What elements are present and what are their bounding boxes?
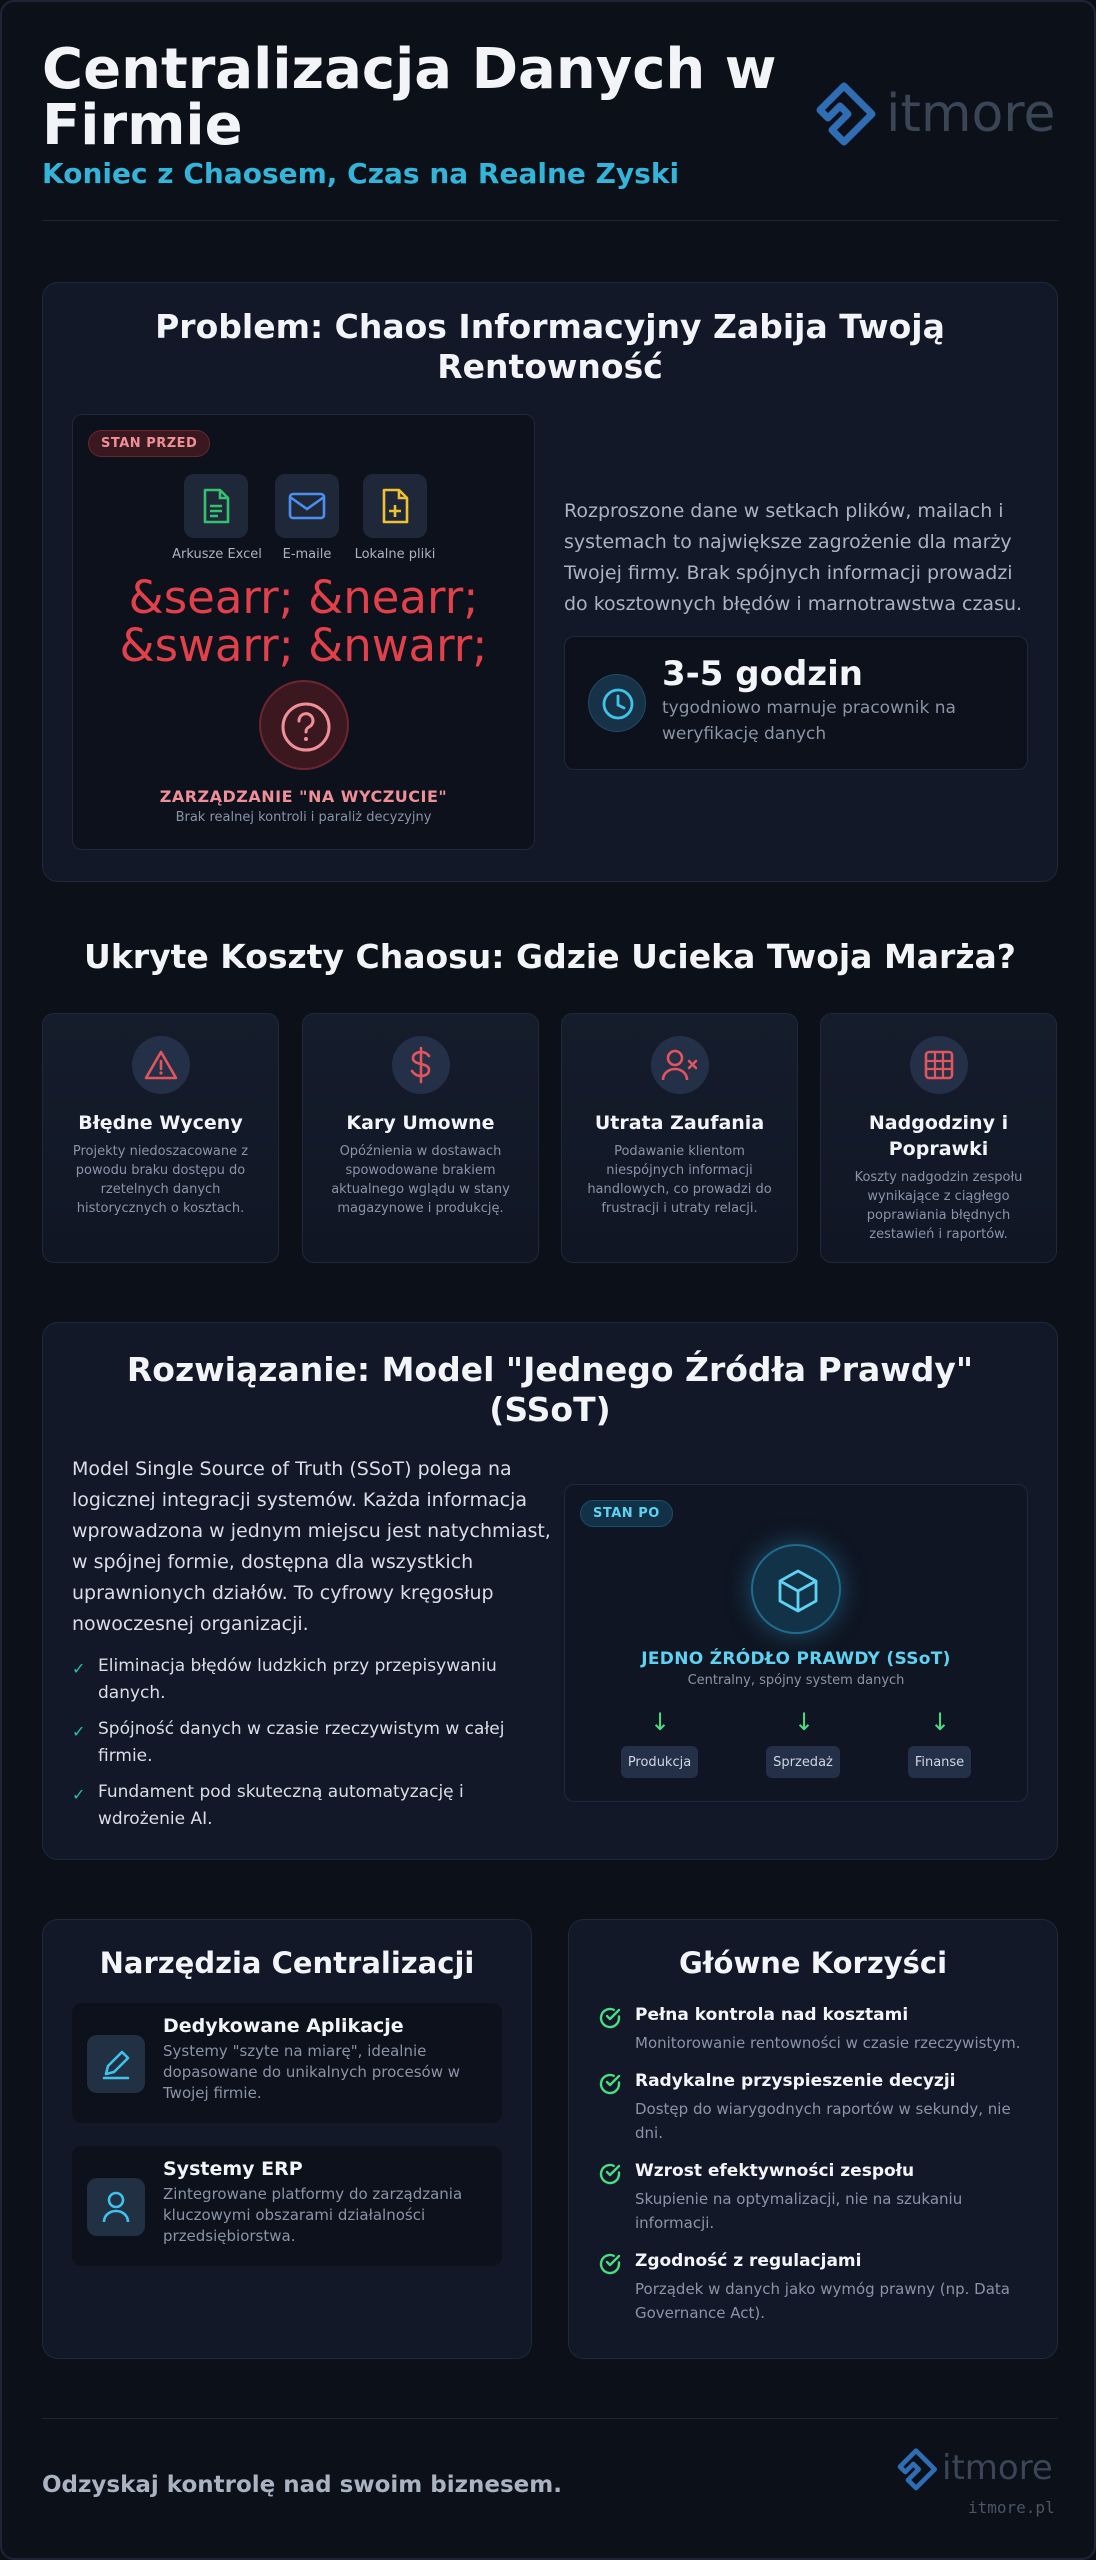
cost-title-line1: Nadgodziny i — [868, 1112, 1009, 1134]
solution-check-line: Eliminacja błędów ludzkich przy przepisywaniu — [98, 1656, 497, 1676]
cost-desc-line: poprawiania błędnych — [866, 1208, 1011, 1223]
question-icon — [279, 700, 333, 754]
solution-check-text — [72, 1716, 532, 1770]
solution-check-line: Fundament pod skuteczną automatyzację i — [98, 1782, 464, 1802]
ssot-desc: Centralny, spójny system danych — [687, 1673, 905, 1688]
footer-logo — [894, 2448, 1064, 2492]
solution-check-line: danych. — [98, 1683, 166, 1703]
logo-mark-icon — [812, 82, 876, 148]
question-circle — [259, 680, 349, 770]
solution-intro-line: uprawnionych działów. To cyfrowy kręgosłup — [72, 1582, 494, 1604]
chaos-arrows-line1: &searr; &nearr; — [128, 571, 479, 624]
footer-tagline: Odzyskaj kontrolę nad swoim biznesem. — [42, 2472, 562, 2498]
header-logo — [812, 82, 1056, 148]
department-chip-sales: Sprzedaż — [766, 1746, 840, 1778]
problem-title-line2: Rentowność — [437, 347, 663, 386]
footer-logo-text: itmore — [942, 2448, 1053, 2488]
solution-check-line: wdrożenie AI. — [98, 1809, 213, 1829]
check-icon: ✓ — [72, 1785, 86, 1804]
stat-desc-line1: tygodniowo marnuje pracownik na — [662, 698, 956, 718]
costs-title: Ukryte Koszty Chaosu: Gdzie Ucieka Twoja Marża? — [84, 937, 1016, 976]
solution-check-item — [72, 1716, 532, 1770]
management-title: ZARZĄDZANIE "NA WYCZUCIE" — [159, 787, 448, 806]
logo-text: itmore — [886, 84, 1056, 144]
solution-intro — [72, 1454, 552, 1640]
tool-desc-line: przedsiębiorstwa. — [163, 2227, 296, 2245]
check-circle-icon — [597, 2161, 623, 2187]
cost-card-overtime — [820, 1013, 1057, 1263]
cost-desc-line: Koszty nadgodzin zespołu — [854, 1170, 1023, 1185]
solution-intro-line: w spójnej formie, dostępna dla wszystkich — [72, 1551, 474, 1573]
solution-check-text — [72, 1779, 532, 1833]
cost-desc-line: wynikające z ciągłego — [867, 1189, 1010, 1204]
source-label-email: E-maile — [282, 547, 332, 562]
cost-title-line2: Poprawki — [888, 1138, 989, 1160]
tool-desc-line: kluczowymi obszarami działalności — [163, 2206, 426, 2224]
tool-desc-line: Systemy "szyte na miarę", idealnie — [163, 2042, 427, 2060]
department-chip-finance: Finanse — [908, 1746, 971, 1778]
benefit-desc — [635, 2187, 1035, 2235]
cost-desc-line: Podawanie klientom — [614, 1144, 745, 1159]
benefit-desc — [635, 2277, 1035, 2325]
solution-check-item — [72, 1653, 532, 1707]
cost-desc-line: frustracji i utraty relacji. — [601, 1201, 758, 1216]
footer-url[interactable]: itmore.pl — [968, 2498, 1055, 2517]
cost-desc-line: magazynowe i produkcję. — [337, 1201, 504, 1216]
warning-icon — [132, 1036, 190, 1094]
solution-intro-line: nowoczesnej organizacji. — [72, 1613, 309, 1635]
tool-desc-line: Twojej firmie. — [163, 2084, 262, 2102]
footer-divider — [42, 2418, 1058, 2419]
tool-title: Systemy ERP — [163, 2158, 303, 2180]
benefit-desc-line: Governance Act). — [635, 2304, 766, 2322]
chaos-arrows-text — [72, 571, 535, 672]
cost-desc-line: zestawień i raportów. — [869, 1227, 1008, 1242]
page-subtitle: Koniec z Chaosem, Czas na Realne Zyski — [42, 157, 680, 190]
check-circle-icon — [597, 2005, 623, 2031]
clock-circle — [588, 674, 646, 732]
tool-desc — [163, 2041, 488, 2104]
cost-desc — [839, 1168, 1038, 1244]
cost-desc-line: aktualnego wglądu w stany — [331, 1182, 510, 1197]
cost-desc-line: Projekty niedoszacowane z — [72, 1144, 249, 1159]
user-x-icon — [651, 1036, 709, 1094]
cost-desc-line: niespójnych informacji — [606, 1163, 753, 1178]
solution-check-item — [72, 1779, 532, 1833]
cost-card-trust — [561, 1013, 798, 1263]
cube-icon — [774, 1567, 822, 1615]
benefit-title: Zgodność z regulacjami — [635, 2251, 862, 2271]
problem-description: Rozproszone dane w setkach plików, mailach i systemach to największe zagrożenie dla marży Twojej firmy. Brak spójnych informacji prowadzi do kosztownych błędów i marnotrawstwa czasu. — [564, 500, 1023, 615]
department-chip-production: Produkcja — [621, 1746, 698, 1778]
dollar-icon — [392, 1036, 450, 1094]
cost-desc — [61, 1142, 260, 1218]
tool-desc-line: dopasowane do unikalnych procesów w — [163, 2063, 461, 2081]
tool-item-custom-apps — [72, 2003, 502, 2123]
benefit-desc-line: dni. — [635, 2124, 663, 2142]
solution-intro-line: Model Single Source of Truth (SSoT) polega na — [72, 1458, 512, 1480]
arrow-down-icon: ↓ — [794, 1708, 815, 1736]
problem-title-line1: Problem: Chaos Informacyjny Zabija Twoją — [155, 307, 945, 346]
benefit-title: Radykalne przyspieszenie decyzji — [635, 2071, 956, 2091]
tools-title: Narzędzia Centralizacji — [99, 1946, 475, 1980]
solution-title-line2: (SSoT) — [489, 1390, 611, 1429]
benefits-title: Główne Korzyści — [678, 1946, 948, 1980]
check-icon: ✓ — [72, 1659, 86, 1678]
solution-title-line1: Rozwiązanie: Model "Jednego Źródła Prawdy" — [126, 1350, 974, 1389]
page-title — [42, 37, 777, 158]
benefit-desc-line: Skupienie na optymalizacji, nie na szukaniu — [635, 2190, 963, 2208]
excel-file-icon — [184, 474, 248, 538]
solution-check-line: firmie. — [98, 1746, 153, 1766]
ssot-circle — [751, 1544, 841, 1634]
check-circle-icon — [597, 2251, 623, 2277]
page-title-line2: Firmie — [42, 93, 243, 158]
clock-icon — [601, 687, 635, 721]
tool-desc-line: Zintegrowane platformy do zarządzania — [163, 2185, 463, 2203]
cost-desc — [580, 1142, 779, 1218]
benefit-desc-line: informacji. — [635, 2214, 715, 2232]
stat-value: 3-5 godzin — [662, 654, 863, 694]
pencil-icon — [87, 2035, 145, 2093]
user-icon — [87, 2178, 145, 2236]
grid-table-icon — [910, 1036, 968, 1094]
cost-title: Kary Umowne — [346, 1112, 495, 1134]
cost-title: Błędne Wyceny — [78, 1112, 243, 1134]
check-circle-icon — [597, 2071, 623, 2097]
solution-intro-line: logicznej integracji systemów. Każda informacja — [72, 1489, 528, 1511]
tools-card — [42, 1919, 532, 2359]
benefit-desc-line: Porządek w danych jako wymóg prawny (np. Data — [635, 2280, 1010, 2298]
solution-check-text — [72, 1653, 532, 1707]
cost-desc-line: powodu braku dostępu do — [75, 1163, 246, 1178]
header-divider — [42, 220, 1058, 221]
page-title-line1: Centralizacja Danych w — [42, 37, 777, 102]
benefit-desc-line: Monitorowanie rentowności w czasie rzeczywistym. — [635, 2034, 1021, 2052]
state-before-badge: STAN PRZED — [88, 430, 210, 457]
benefit-title: Pełna kontrola nad kosztami — [635, 2005, 909, 2025]
tool-title: Dedykowane Aplikacje — [163, 2015, 404, 2037]
management-desc: Brak realnej kontroli i paraliż decyzyjny — [175, 810, 432, 825]
local-file-icon — [363, 474, 427, 538]
tool-desc — [163, 2184, 488, 2247]
cost-desc-line: Opóźnienia w dostawach — [339, 1144, 502, 1159]
ssot-title: JEDNO ŹRÓDŁO PRAWDY (SSoT) — [641, 1649, 951, 1669]
check-icon: ✓ — [72, 1722, 86, 1741]
stat-desc-line2: weryfikację danych — [662, 724, 827, 744]
cost-desc-line: spowodowane brakiem — [345, 1163, 496, 1178]
logo-mark-icon — [894, 2448, 938, 2492]
source-label-excel: Arkusze Excel — [172, 547, 262, 562]
problem-title — [42, 307, 1058, 387]
solution-intro-line: wprowadzona w jednym miejscu jest natychmiast, — [72, 1520, 551, 1542]
cost-desc-line: historycznych o kosztach. — [76, 1201, 245, 1216]
benefit-title: Wzrost efektywności zespołu — [635, 2161, 915, 2181]
solution-check-line: Spójność danych w czasie rzeczywistym w całej — [98, 1719, 505, 1739]
benefit-desc — [635, 2097, 1035, 2145]
cost-desc — [321, 1142, 520, 1218]
cost-card-wrong-quotes — [42, 1013, 279, 1263]
stat-desc — [662, 695, 956, 747]
cost-title: Utrata Zaufania — [594, 1112, 765, 1134]
benefit-desc — [635, 2031, 1035, 2055]
state-after-badge: STAN PO — [580, 1500, 673, 1527]
source-label-local: Lokalne pliki — [354, 547, 436, 562]
cost-desc-line: handlowych, co prowadzi do — [587, 1182, 772, 1197]
cost-desc-line: rzetelnych danych — [100, 1182, 221, 1197]
chaos-arrows-line2: &swarr; &nwarr; — [119, 619, 488, 672]
benefit-desc-line: Dostęp do wiarygodnych raportów w sekundy, nie — [635, 2100, 1011, 2118]
solution-title — [42, 1350, 1058, 1430]
tool-item-erp — [72, 2146, 502, 2266]
arrow-down-icon: ↓ — [930, 1708, 951, 1736]
cost-title — [831, 1110, 1046, 1162]
arrow-down-icon: ↓ — [650, 1708, 671, 1736]
cost-card-penalties — [302, 1013, 539, 1263]
mail-icon — [275, 474, 339, 538]
